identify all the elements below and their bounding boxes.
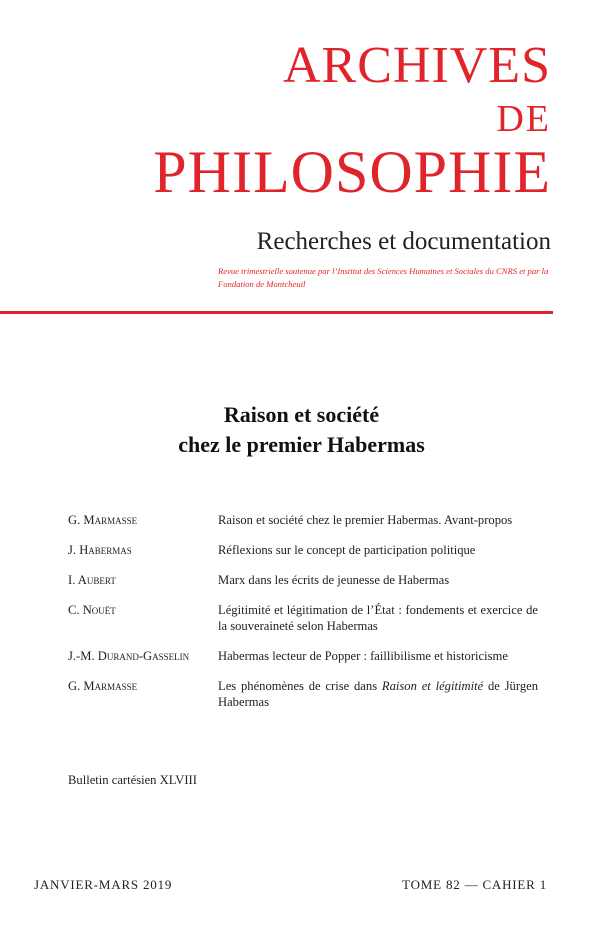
red-divider-rule [0, 311, 553, 314]
toc-author: G. Marmasse [68, 513, 138, 527]
issue-theme-line-2: chez le premier Habermas [178, 432, 425, 457]
toc-author: G. Marmasse [68, 679, 138, 693]
issue-theme [0, 400, 603, 460]
toc-title: Habermas lecteur de Popper : faillibilisme et historicisme [218, 649, 508, 663]
journal-sponsor-note: Revue trimestrielle soutenue par l’Institut des Sciences Humaines et Sociales du CNRS et par la Fondation de Montcheuil [218, 266, 549, 289]
table-of-contents [68, 512, 538, 724]
toc-title: Les phénomènes de crise dans Raison et légitimité de Jürgen Habermas [218, 679, 538, 709]
journal-subtitle: Recherches et documentation [256, 228, 551, 255]
issue-theme-line-1: Raison et société [223, 402, 380, 427]
journal-title-archives: ARCHIVES [282, 37, 551, 94]
toc-entry [68, 572, 538, 588]
toc-title: Réflexions sur le concept de participation politique [218, 543, 476, 557]
toc-author: C. Nouët [68, 603, 116, 617]
issue-volume: TOME 82 — CAHIER 1 [402, 877, 547, 892]
toc-title: Marx dans les écrits de jeunesse de Habermas [218, 573, 450, 587]
toc-author: I. Aubert [68, 573, 116, 587]
toc-entry [68, 512, 538, 528]
toc-entry [68, 648, 538, 664]
toc-title: Raison et société chez le premier Habermas. Avant-propos [218, 513, 513, 527]
toc-author: J.-M. Durand-Gasselin [68, 649, 190, 663]
toc-author: J. Habermas [68, 543, 132, 557]
toc-entry [68, 542, 538, 558]
journal-title-de: DE [496, 98, 551, 140]
toc-title: Légitimité et légitimation de l’État : fondements et exercice de la souveraineté selon Habermas [218, 603, 538, 633]
journal-title-philosophie: PHILOSOPHIE [153, 139, 551, 205]
issue-date: JANVIER-MARS 2019 [34, 877, 173, 892]
bulletin-cartesien: Bulletin cartésien XLVIII [68, 773, 197, 787]
toc-entry [68, 678, 538, 710]
toc-entry [68, 602, 538, 634]
